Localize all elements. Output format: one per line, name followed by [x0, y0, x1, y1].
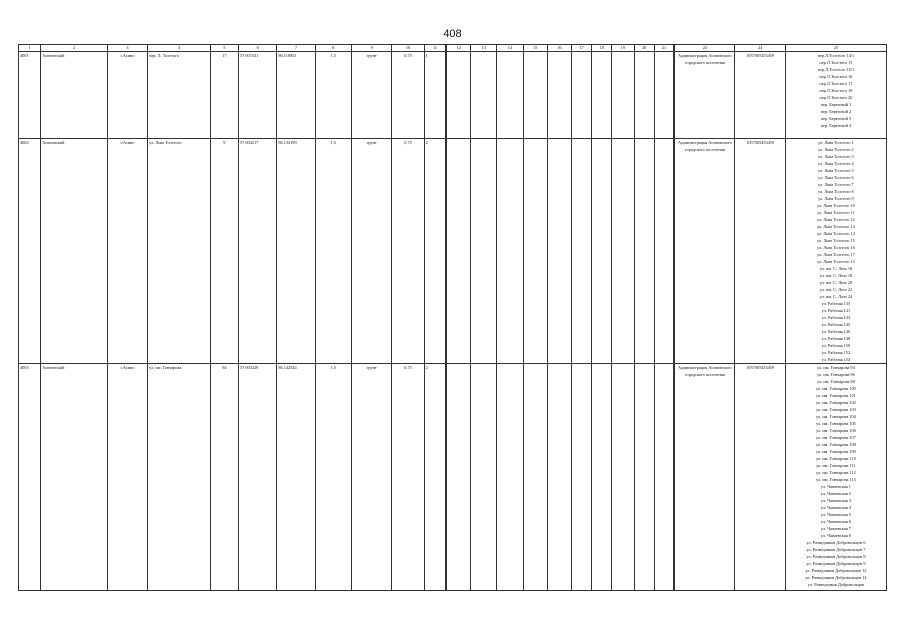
address-item: ул. Льва Толстого 1	[818, 140, 854, 145]
owner-cell: Администрация Асиновского городского поселения	[674, 364, 735, 591]
address-item: ул. им. С. Лазо 16	[819, 266, 853, 271]
column-header: 2	[41, 45, 108, 52]
column-header: 13	[471, 45, 497, 52]
address-item: ул. Рабочая 135	[821, 301, 851, 306]
empty-cell	[592, 364, 612, 591]
volume-cell: 0,75	[392, 364, 424, 591]
address-item: ул. Разведчиков Добровольцев 6	[806, 540, 866, 545]
address-item: пер.Л.Толстого 14/1	[817, 53, 855, 58]
column-header: 17	[571, 45, 591, 52]
column-header: 15	[523, 45, 547, 52]
address-item: ул. Чапаевская 8	[820, 533, 851, 538]
latitude-cell: 57.003429	[238, 364, 276, 591]
header-row	[19, 45, 887, 52]
empty-cell	[654, 139, 674, 364]
address-item: ул. им. С. Лазо 18	[819, 273, 853, 278]
address-item: ул. Льва Толстого 13	[817, 259, 855, 264]
column-header: 20	[634, 45, 654, 52]
address-item: ул. Чапаевская 5	[820, 512, 851, 517]
address-item: пер. Береговой 2	[820, 109, 852, 114]
latitude-cell: 57.004217	[238, 139, 276, 364]
address-item: ул. Разведчиков Добровольцев	[808, 582, 864, 587]
surface-cell: грунт	[352, 364, 392, 591]
column-header: 4	[148, 45, 211, 52]
empty-cell	[612, 139, 634, 364]
empty-cell	[471, 139, 497, 364]
district-cell: Асиновский	[41, 364, 108, 591]
address-item: ул. им. Гончарова 106	[816, 428, 856, 433]
district-cell: Асиновский	[41, 52, 108, 139]
column-header: 6	[238, 45, 276, 52]
record-number: 4001	[19, 52, 41, 139]
address-item: пер.Л.Толстого 17	[819, 81, 853, 86]
column-header: 10	[392, 45, 424, 52]
column-header: 18	[592, 45, 612, 52]
column-header: 23	[674, 45, 735, 52]
empty-cell	[547, 364, 571, 591]
address-item: ул. им. Гончарова 101	[816, 393, 856, 398]
table-row	[19, 364, 887, 591]
count-cell: 2	[424, 139, 446, 364]
page-number: 408	[443, 28, 462, 40]
empty-cell	[654, 364, 674, 591]
empty-cell	[571, 139, 591, 364]
address-item: пер.Л.Толстого 15	[819, 60, 853, 65]
address-item: ул. Льва Толстого 3	[818, 154, 854, 159]
empty-cell	[497, 52, 523, 139]
empty-cell	[571, 364, 591, 591]
ogrn-cell: 1057005453459	[735, 52, 785, 139]
empty-cell	[497, 139, 523, 364]
address-item: пер.Л.Толстого 16	[819, 74, 853, 79]
table-row	[19, 139, 887, 364]
empty-cell	[523, 52, 547, 139]
address-item: ул. Льва Толстого 9	[818, 196, 854, 201]
locality-cell: г.Асино	[107, 52, 147, 139]
address-item: ул. Льва Толстого 4	[818, 161, 854, 166]
longitude-cell: 86.142544	[277, 364, 315, 591]
empty-cell	[571, 52, 591, 139]
address-item: ул. Льва Толстого 5	[818, 168, 854, 173]
address-item: ул. им. Гончарова 94	[817, 365, 855, 370]
address-item: пер.Л.Толстого 20	[819, 95, 853, 100]
empty-cell	[612, 52, 634, 139]
address-item: ул. им. Гончарова 102	[816, 400, 856, 405]
address-item: ул. Чапаевская 7	[820, 526, 851, 531]
empty-cell	[547, 139, 571, 364]
address-item: ул. Чапаевская 6	[820, 519, 851, 524]
address-item: ул. Льва Толстого 13	[817, 224, 855, 229]
address-item: ул. им. С. Лазо 22	[819, 287, 853, 292]
address-item: ул. Чапаевская 4	[820, 505, 851, 510]
column-header: 12	[446, 45, 470, 52]
empty-cell	[592, 52, 612, 139]
address-item: ул. им. Гончарова 108	[816, 442, 856, 447]
address-item: ул. им. Гончарова 105	[816, 421, 856, 426]
address-item: ул. им. Гончарова 112	[816, 470, 856, 475]
empty-cell	[446, 139, 470, 364]
count-cell: 1	[424, 52, 446, 139]
address-item: ул. им. Гончарова 110	[816, 456, 856, 461]
area-cell: 1,5	[315, 364, 351, 591]
empty-cell	[446, 364, 470, 591]
address-list	[785, 52, 886, 139]
address-item: ул. Разведчиков Добровольцев 14	[805, 575, 867, 580]
count-cell: 2	[424, 364, 446, 591]
address-item: ул. им. Гончарова 104	[816, 414, 856, 419]
column-header: 1	[19, 45, 41, 52]
column-header: 11	[424, 45, 446, 52]
longitude-cell: 86.110851	[277, 52, 315, 139]
address-item: ул. им. Гончарова 113	[816, 477, 856, 482]
empty-cell	[547, 52, 571, 139]
empty-cell	[654, 52, 674, 139]
surface-cell: грунт	[352, 139, 392, 364]
address-item: ул. Разведчиков Добровольцев 7	[806, 547, 866, 552]
record-number: 4003	[19, 364, 41, 591]
column-header: 16	[547, 45, 571, 52]
address-item: ул. Льва Толстого 14	[817, 231, 855, 236]
address-item: ул. Льва Толстого 2	[818, 147, 854, 152]
address-list	[785, 364, 886, 591]
address-item: пер.Л.Толстого 15/1	[817, 67, 855, 72]
address-item: ул. Рабочая 143	[821, 315, 851, 320]
empty-cell	[634, 52, 654, 139]
address-item: ул. им. Гончарова 98	[817, 379, 855, 384]
empty-cell	[523, 364, 547, 591]
address-item: ул. им. Гончарова 103	[816, 407, 856, 412]
empty-cell	[523, 139, 547, 364]
empty-cell	[446, 52, 470, 139]
empty-cell	[471, 52, 497, 139]
address-item: ул. им. Гончарова 109	[816, 449, 856, 454]
address-item: ул. Рабочая 146	[821, 329, 851, 334]
address-item: ул. Рабочая 150	[821, 343, 851, 348]
address-item: ул. Чапаевская 3	[820, 498, 851, 503]
address-item: ул. Чапаевская 1	[820, 484, 851, 489]
column-header: 14	[497, 45, 523, 52]
owner-cell: Администрация Асиновского городского поселения	[674, 52, 735, 139]
ogrn-cell: 1057005453459	[735, 139, 785, 364]
column-header: 3	[107, 45, 147, 52]
address-item: ул. Разведчиков Добровольцев 12	[805, 568, 867, 573]
address-item: пер. Береговой 1	[820, 102, 852, 107]
house-cell: 17	[210, 52, 238, 139]
empty-cell	[634, 364, 654, 591]
column-header: 7	[277, 45, 315, 52]
address-item: ул. Льва Толстого 11	[817, 210, 855, 215]
empty-cell	[471, 364, 497, 591]
area-cell: 1,5	[315, 52, 351, 139]
address-item: ул. им. С. Лазо 20	[819, 280, 853, 285]
address-item: ул. Льва Толстого 8	[818, 189, 854, 194]
address-item: ул. Рабочая 145	[821, 322, 851, 327]
address-item: ул. Льва Толстого 12	[817, 217, 855, 222]
address-item: ул. Льва Толстого 6	[818, 175, 854, 180]
volume-cell: 0,75	[392, 52, 424, 139]
empty-cell	[634, 139, 654, 364]
column-header: 5	[210, 45, 238, 52]
street-cell: ул. Льва Толстого	[148, 139, 211, 364]
street-cell: пер. Л. Толстого	[148, 52, 211, 139]
address-item: ул. Разведчиков Добровольцев 8	[806, 554, 866, 559]
empty-cell	[612, 364, 634, 591]
column-header: 9	[352, 45, 392, 52]
address-item: пер. Береговой 3	[820, 116, 852, 121]
address-item: пер.Л.Толстого 18	[819, 88, 853, 93]
registry-table	[18, 44, 887, 591]
volume-cell: 0,75	[392, 139, 424, 364]
address-item: ул. им. Гончарова 96	[817, 372, 855, 377]
column-header: 25	[785, 45, 886, 52]
address-list	[785, 139, 886, 364]
address-item: ул. Льва Толстого 17	[817, 252, 855, 257]
address-item: ул. Чапаевская 2	[820, 491, 851, 496]
address-item: ул. Льва Толстого 10	[817, 203, 855, 208]
surface-cell: грунт	[352, 52, 392, 139]
longitude-cell: 86.134199	[277, 139, 315, 364]
address-item: ул. им. Гончарова 111	[816, 463, 856, 468]
address-item: ул. Льва Толстого 7	[818, 182, 854, 187]
address-item: ул. им. С. Лазо 24	[819, 294, 853, 299]
address-item: ул. Рабочая 154	[821, 357, 851, 362]
address-item: ул. Рабочая 152	[821, 350, 851, 355]
table-row	[19, 52, 887, 139]
house-cell: 9	[210, 139, 238, 364]
column-header: 8	[315, 45, 351, 52]
district-cell: Асиновский	[41, 139, 108, 364]
empty-cell	[592, 139, 612, 364]
address-item: ул. Рабочая 141	[821, 308, 851, 313]
street-cell: ул. им. Гончарова	[148, 364, 211, 591]
address-item: ул. им. Гончарова 100	[816, 386, 856, 391]
record-number: 4002	[19, 139, 41, 364]
address-item: ул. Рабочая 148	[821, 336, 851, 341]
house-cell: 94	[210, 364, 238, 591]
area-cell: 1,5	[315, 139, 351, 364]
locality-cell: г.Асино	[107, 364, 147, 591]
address-item: ул. Разведчиков Добровольцев 9	[806, 561, 866, 566]
address-item: ул. им. Гончарова 107	[816, 435, 856, 440]
latitude-cell: 57.007431	[238, 52, 276, 139]
address-item: пер. Береговой 4	[820, 123, 852, 128]
owner-cell: Администрация Асиновского городского поселения	[674, 139, 735, 364]
empty-cell	[497, 364, 523, 591]
column-header: 24	[735, 45, 785, 52]
column-header: 19	[612, 45, 634, 52]
locality-cell: г.Асино	[107, 139, 147, 364]
address-item: ул. Льва Толстого 15	[817, 238, 855, 243]
ogrn-cell: 1057005453459	[735, 364, 785, 591]
address-item: ул. Льва Толстого 16	[817, 245, 855, 250]
column-header: 21	[654, 45, 674, 52]
